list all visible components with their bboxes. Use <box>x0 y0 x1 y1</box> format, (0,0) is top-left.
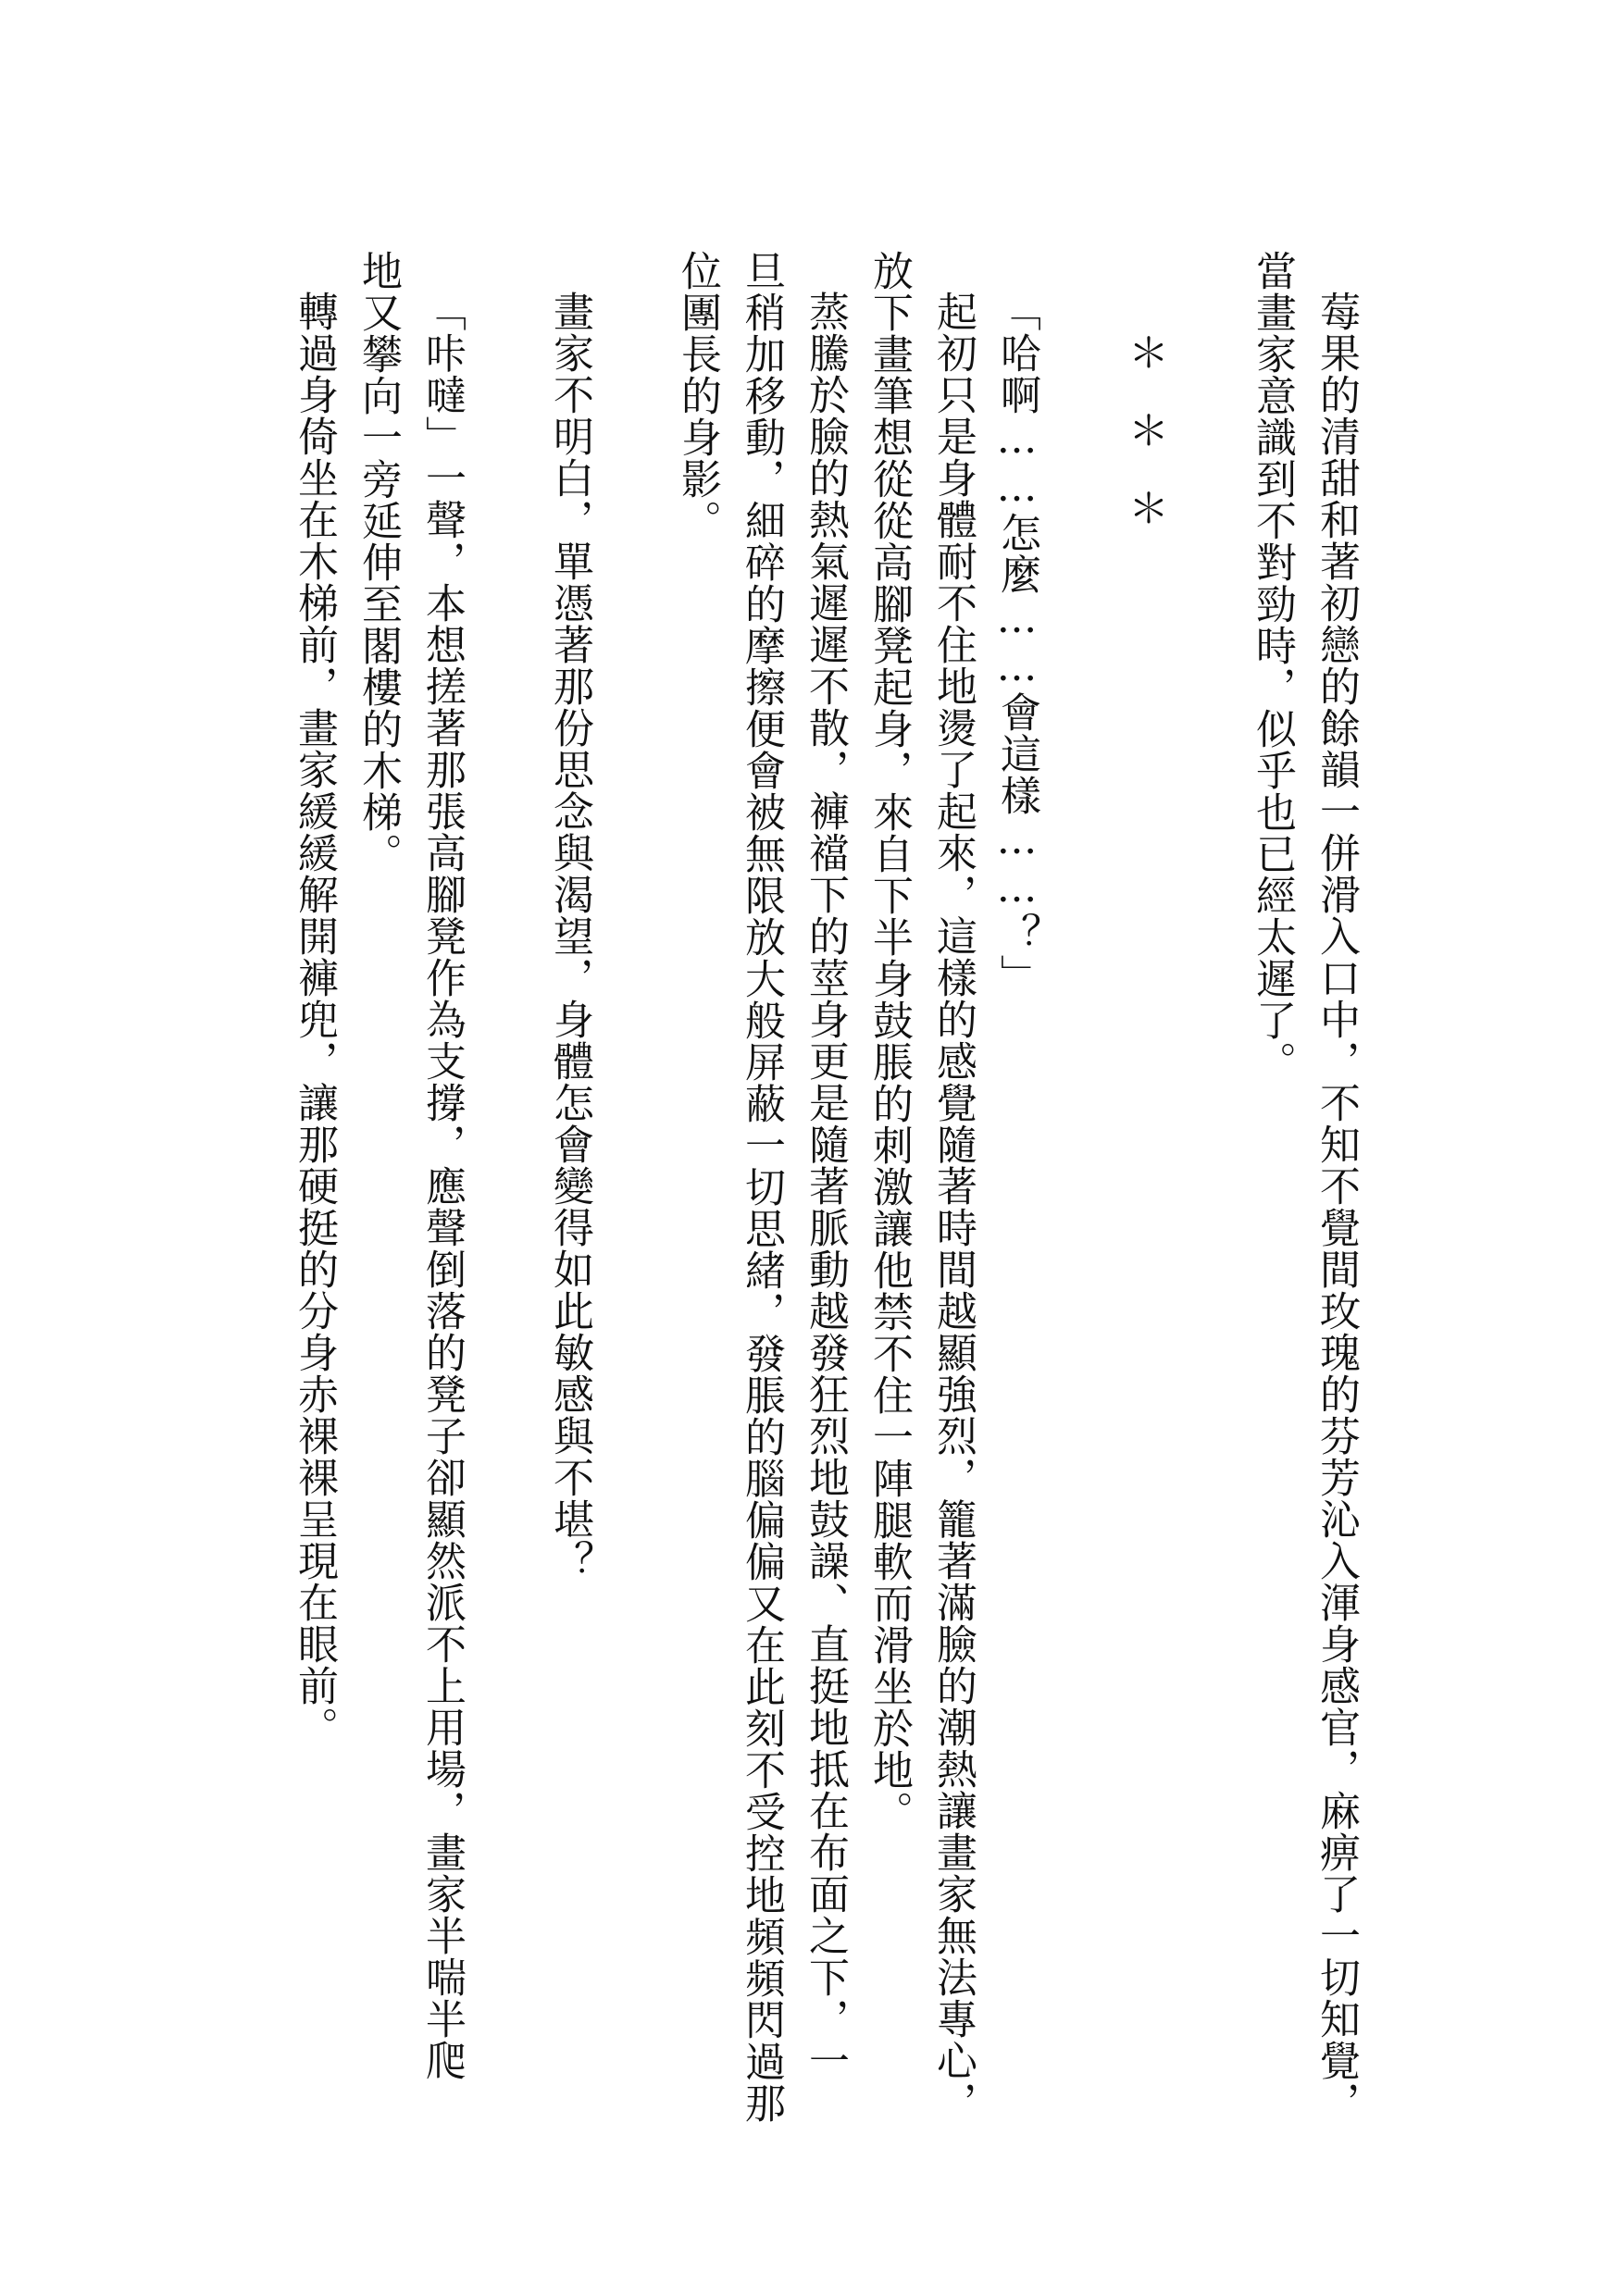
paragraph-line: 轉過身倚坐在木梯前，畫家緩緩解開褲兜，讓那硬挺的分身赤裸裸呈現在眼前。 <box>291 291 338 1748</box>
vertical-text-body <box>282 250 1368 2124</box>
paragraph-line: 蒸騰於臉的熱氣遲遲不散，褲襠下的莖身更是隨著脈動越發狂烈地鼓譟、直挺地抵在布面之下，一 <box>802 291 849 2081</box>
paragraph-line: 位團長的身影。 <box>674 250 721 541</box>
paragraph-line: 起初只是身體耐不住地燙了起來，這樣的感覺隨著時間越顯強烈，籠著滿臉的潮熱讓畫家無法專心， <box>929 291 977 2123</box>
blank-line <box>474 250 538 2008</box>
blank-line <box>1049 250 1113 2008</box>
paragraph-line: 「哈啊……怎麼……會這樣……？」 <box>993 291 1040 996</box>
paragraph-line: 畫家不明白，單憑著那份思念與渴望，身體怎會變得如此敏感與不堪？ <box>546 291 593 1582</box>
blank-line <box>602 250 666 2008</box>
paragraph-line: 旦稍加移動，細碎的摩擦便會被無限放大般屏蔽一切思緒，發脹的腦偏偏又在此刻不受控地頻頻閃過那 <box>738 250 785 2124</box>
paragraph-line: 「咔噠」一聲，本想搓著那張高腳凳作為支撐，應聲倒落的凳子卻顯然派不上用場，畫家半喘半爬 <box>418 291 466 2081</box>
paragraph-line: 地又攀向一旁延伸至閣樓的木梯。 <box>355 250 402 875</box>
paragraph-line: 莓果的清甜和著初戀的餘韻一併滑入口中，不知不覺間玫瑰的芬芳沁入渾身感官，麻痹了一切知覺， <box>1313 291 1360 2123</box>
paragraph-line: 當畫家意識到不對勁時，似乎也已經太遲了。 <box>1249 250 1296 1083</box>
paragraph-line: 放下畫筆想從從高腳凳起身，來自下半身鼓脹的刺激讓他禁不住一陣腿軟而滑坐於地。 <box>865 250 913 1832</box>
blank-line <box>1176 250 1240 2008</box>
scene-separator: ＊＊＊ <box>1121 331 1168 565</box>
